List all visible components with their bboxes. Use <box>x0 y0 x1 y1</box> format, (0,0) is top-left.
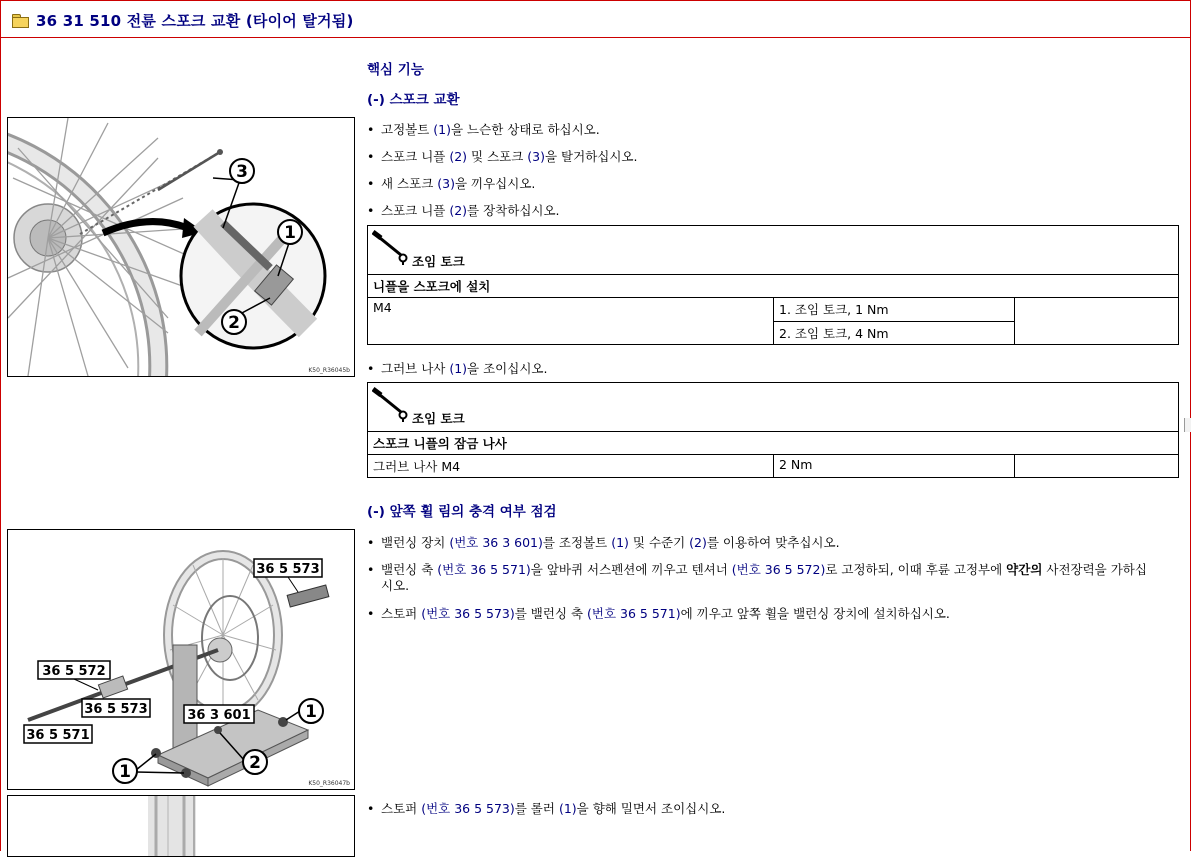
torque-empty-cell <box>1015 298 1179 345</box>
torque-part: M4 <box>368 298 774 345</box>
figure-balancing-stand <box>7 529 355 790</box>
callout-2-level: 2 <box>249 753 261 773</box>
step-level-balancer: • 밸런싱 장치 (번호 36 3 601)를 조정볼트 (1) 및 수준기 (2)를 이용하여 맞추십시오. <box>367 535 840 550</box>
callout-1-left: 1 <box>119 762 131 782</box>
section-spoke-replacement: (-) 스포크 교환 <box>367 92 460 108</box>
torque-header-cell <box>368 383 1179 432</box>
tag-36-5-573-top: 36 5 573 <box>256 562 320 577</box>
section-core-function: 핵심 기능 <box>367 62 424 78</box>
tag-36-3-601: 36 3 601 <box>187 708 251 723</box>
torque-value-2: 2. 조임 토크, 4 Nm <box>774 321 1015 345</box>
torque-empty-cell <box>1015 455 1179 478</box>
figure-caption: K50_R36047b <box>308 780 350 787</box>
torque-table-nipple <box>367 225 1179 345</box>
torque-value-1: 1. 조임 토크, 1 Nm <box>774 298 1015 322</box>
page-header <box>12 8 354 32</box>
scroll-indicator[interactable] <box>1184 418 1191 432</box>
section-rim-check: (-) 앞쪽 휠 림의 충격 여부 점검 <box>367 504 557 520</box>
callout-1-right: 1 <box>305 702 317 722</box>
page-title: 36 31 510 전륜 스포크 교환 (타이어 탈거됨) <box>36 11 354 30</box>
step-insert-axle: • 밸런싱 축 (번호 36 5 571)을 앞바퀴 서스펜션에 끼우고 텐셔너 (번호 36 5 572)로 고정하되, 이때 후륜 고정부에 약간의 사전장력을 가하십 시오. <box>367 562 1147 593</box>
tag-36-5-571: 36 5 571 <box>26 728 90 743</box>
torque-section-header: 스포크 니플의 잠금 나사 <box>368 432 1179 455</box>
callout-1: 1 <box>284 223 296 243</box>
figure-caption: K50_R36045b <box>308 367 350 374</box>
tag-36-5-573: 36 5 573 <box>84 702 148 717</box>
step-install-stopper: • 스토퍼 (번호 36 5 573)를 밸런싱 축 (번호 36 5 571)에 끼우고 앞쪽 휠을 밸런싱 장치에 설치하십시오. <box>367 606 950 621</box>
torque-label: 조임 토크 <box>412 411 465 426</box>
torque-section-header: 니플을 스포크에 설치 <box>368 275 1179 298</box>
figure-stopper <box>7 795 355 857</box>
step-insert-spoke: • 새 스포크 (3)을 끼우십시오. <box>367 176 536 191</box>
step-remove-nipple: • 스포크 니플 (2) 및 스포크 (3)을 탈거하십시오. <box>367 149 638 164</box>
torque-table-lock-screw <box>367 382 1179 478</box>
step-install-nipple: • 스포크 니플 (2)를 장착하십시오. <box>367 203 560 218</box>
callout-2: 2 <box>228 313 240 333</box>
balancing-stand-illustration <box>8 530 354 789</box>
wheel-partial-illustration <box>8 796 354 856</box>
folder-icon <box>12 14 28 26</box>
header-divider <box>0 37 1191 38</box>
tag-36-5-572: 36 5 572 <box>42 664 106 679</box>
step-tighten-stopper: • 스토퍼 (번호 36 5 573)를 롤러 (1)을 향해 밀면서 조이십시오. <box>367 801 726 816</box>
torque-part: 그러브 나사 M4 <box>368 455 774 478</box>
torque-wrench-icon <box>372 387 410 423</box>
wheel-spoke-illustration <box>8 118 354 376</box>
figure-spoke-replacement <box>7 117 355 377</box>
step-loosen-bolt: • 고정볼트 (1)을 느슨한 상태로 하십시오. <box>367 122 600 137</box>
torque-label: 조임 토크 <box>412 254 465 269</box>
torque-wrench-icon <box>372 230 410 266</box>
callout-3: 3 <box>236 162 248 182</box>
torque-value: 2 Nm <box>774 455 1015 478</box>
torque-header-cell <box>368 226 1179 275</box>
step-tighten-grub-screw: • 그러브 나사 (1)을 조이십시오. <box>367 361 548 376</box>
